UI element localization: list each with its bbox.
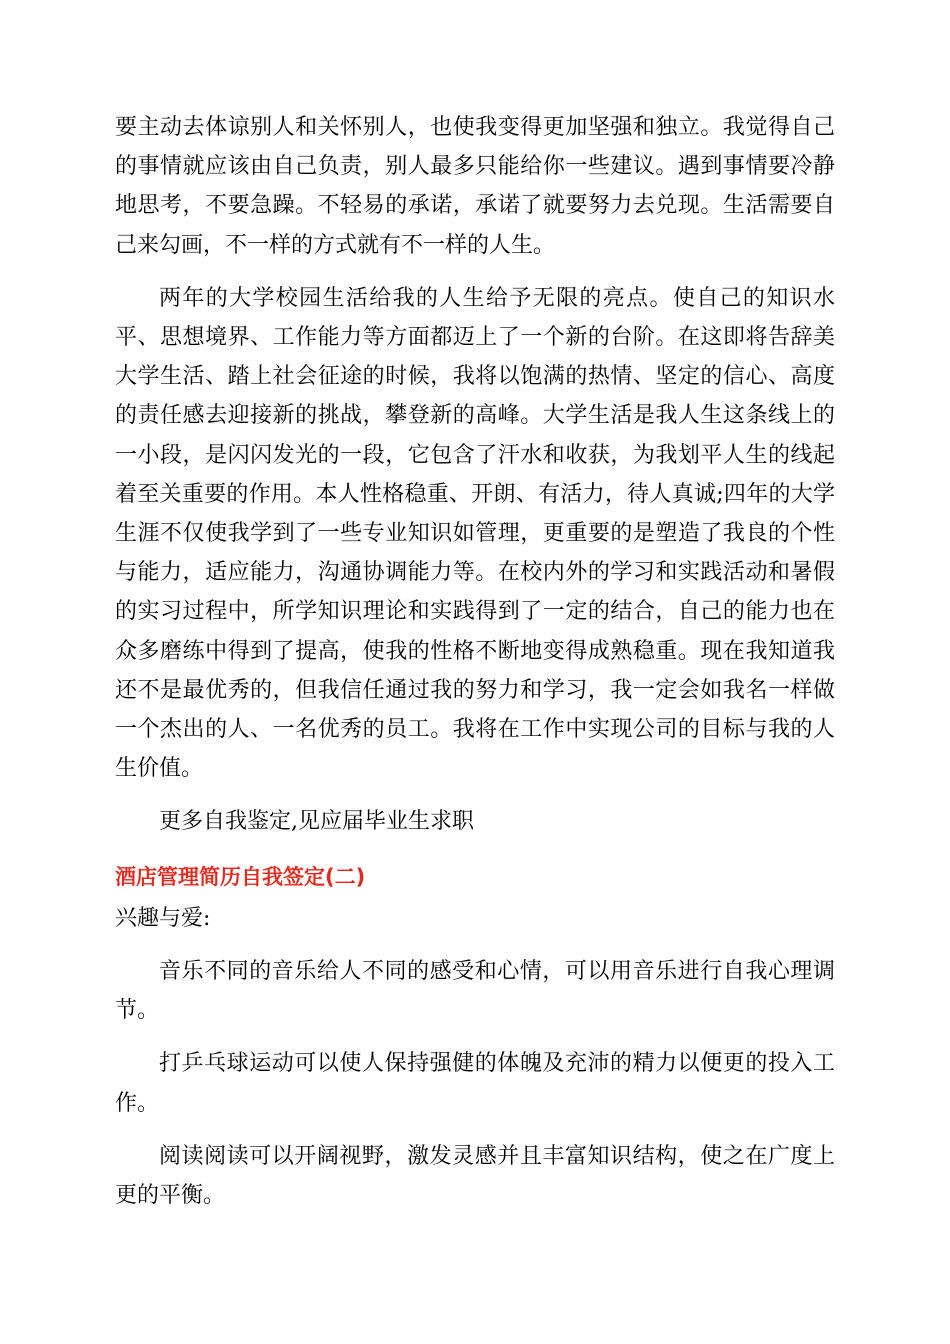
hobby-reading: 阅读阅读可以开阔视野，激发灵感并且丰富知识结构，使之在广度上更的平衡。 — [115, 1143, 835, 1209]
hobby-pingpong: 打乒乓球运动可以使人保持强健的体魄及充沛的精力以便更的投入工作。 — [115, 1051, 835, 1116]
document-page — [115, 108, 835, 1215]
paragraph-self-growth: 要主动去体谅别人和关怀别人，也使我变得更加坚强和独立。我觉得自己的事情就应该由自己负责，别人最多只能给你一些建议。遇到事情要冷静地思考，不要急躁。不轻易的承诺，承诺了就要努力去兑现。生活需要自己来勾画，不一样的方式就有不一样的人生。 — [115, 115, 835, 258]
section-heading: 酒店管理简历自我签定(二) — [115, 864, 366, 889]
hobbies-subheading: 兴趣与爱: — [115, 905, 211, 931]
paragraph-more-info: 更多自我鉴定,见应届毕业生求职 — [159, 809, 474, 835]
hobby-music: 音乐不同的音乐给人不同的感受和心情，可以用音乐进行自我心理调节。 — [115, 959, 835, 1024]
paragraph-university-life: 两年的大学校园生活给我的人生给予无限的亮点。使自己的知识水平、思想境界、工作能力等方面都迈上了一个新的台阶。在这即将告辞美大学生活、踏上社会征途的时候，我将以饱满的热情、坚定的信心、高度的责任感去迎接新的挑战，攀登新的高峰。大学生活是我人生这条线上的一小段，是闪闪发光的一段，它包含了汗水和收获，为我划平人生的线起着至关重要的作用。本人性格稳重、开朗、有活力，待人真诚;四年的大学生涯不仅使我学到了一些专业知识如管理，更重要的是塑造了我良的个性与能力，适应能力，沟通协调能力等。在校内外的学习和实践活动和暑假的实习过程中，所学知识理论和实践得到了一定的结合，自己的能力也在众多磨练中得到了提高，使我的性格不断地变得成熟稳重。现在我知道我还不是最优秀的，但我信任通过我的努力和学习，我一定会如我名一样做一个杰出的人、一名优秀的员工。我将在工作中实现公司的目标与我的人生价值。 — [115, 285, 835, 782]
